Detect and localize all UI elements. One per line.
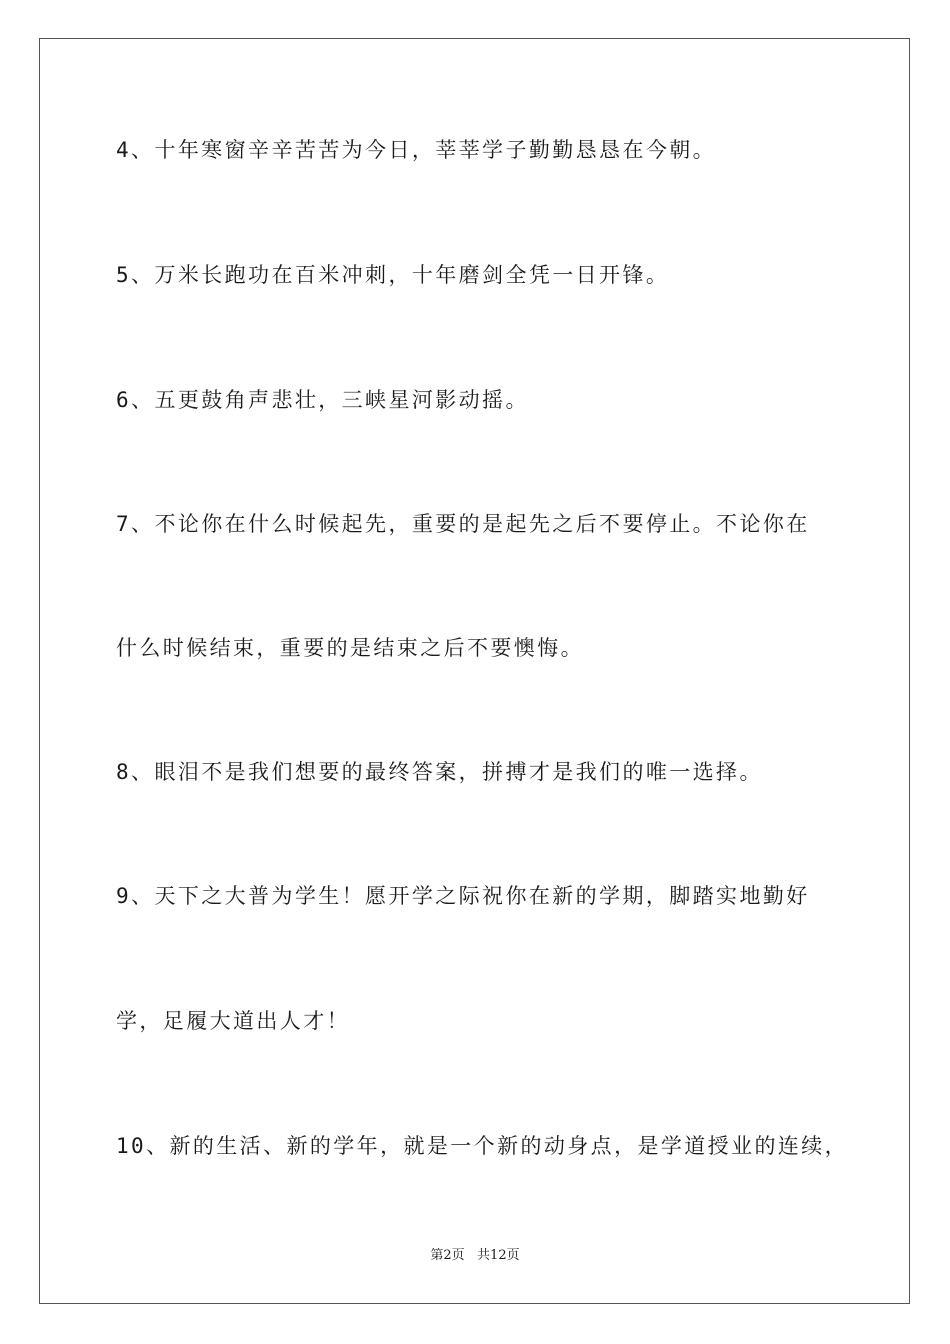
body-line-1: 4、十年寒窗辛辛苦苦为今日，莘莘学子勤勤恳恳在今朝。 bbox=[116, 138, 717, 162]
page-number-footer: 第2页 共12页 bbox=[430, 1248, 520, 1263]
body-line-8: 学，足履大道出人才！ bbox=[116, 1009, 350, 1033]
body-line-5: 什么时候结束，重要的是结束之后不要懊悔。 bbox=[116, 636, 584, 660]
body-line-9: 10、新的生活、新的学年，就是一个新的动身点，是学道授业的连续， bbox=[116, 1134, 849, 1158]
body-line-2: 5、万米长跑功在百米冲刺，十年磨剑全凭一日开锋。 bbox=[116, 263, 670, 287]
body-line-3: 6、五更鼓角声悲壮，三峡星河影动摇。 bbox=[116, 388, 529, 412]
body-line-7: 9、天下之大普为学生！愿开学之际祝你在新的学期，脚踏实地勤好 bbox=[116, 884, 810, 908]
page-frame bbox=[39, 38, 910, 1304]
body-line-6: 8、眼泪不是我们想要的最终答案，拼搏才是我们的唯一选择。 bbox=[116, 760, 763, 784]
body-line-4: 7、不论你在什么时候起先，重要的是起先之后不要停止。不论你在 bbox=[116, 512, 810, 536]
